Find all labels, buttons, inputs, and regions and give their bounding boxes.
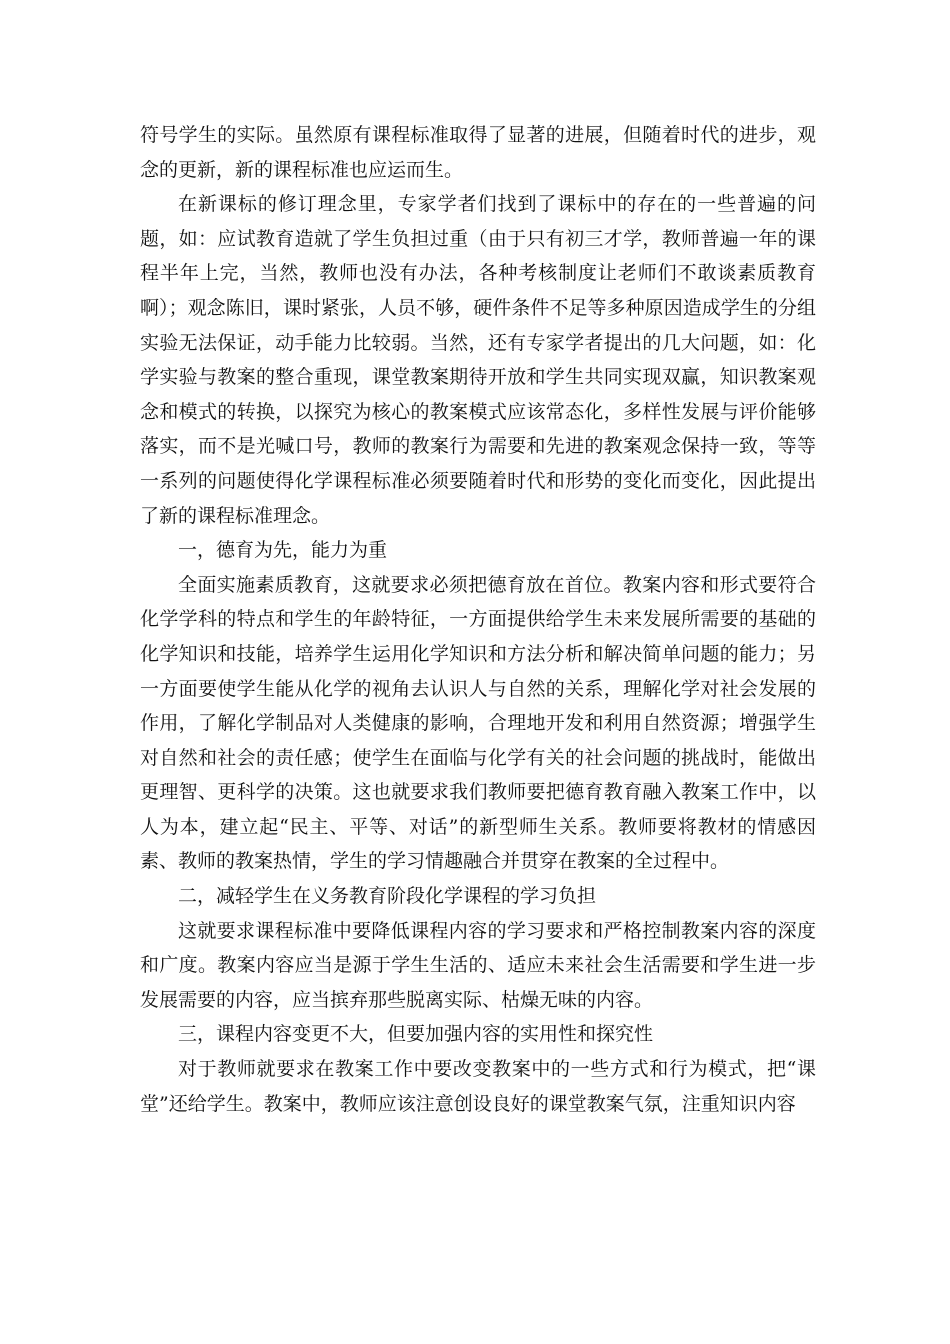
paragraph-1: 符号学生的实际。虽然原有课程标准取得了显著的进展，但随着时代的进步，观念的更新，新的课程标准也应运而生。 bbox=[140, 124, 816, 181]
paragraph-4: 这就要求课程标准中要降低课程内容的学习要求和严格控制教案内容的深度和广度。教案内容应当是源于学生生活的、适应未来社会生活需要和学生进一步发展需要的内容，应当摈弃那些脱离实际、枯燥无味的内容。 bbox=[140, 919, 816, 1011]
section-heading-2: 二，减轻学生在义务教育阶段化学课程的学习负担 bbox=[178, 885, 597, 908]
section-heading-3: 三，课程内容变更不大，但要加强内容的实用性和探究性 bbox=[178, 1023, 654, 1046]
document-body bbox=[140, 118, 816, 1121]
paragraph-5: 对于教师就要求在教案工作中要改变教案中的一些方式和行为模式，把“课堂”还给学生。教案中，教师应该注意创设良好的课堂教案气氛，注重知识内容 bbox=[140, 1058, 816, 1115]
paragraph-2: 在新课标的修订理念里，专家学者们找到了课标中的存在的一些普遍的问题，如：应试教育造就了学生负担过重（由于只有初三才学，教师普遍一年的课程半年上完，当然，教师也没有办法，各种考核制度让老师们不敢谈素质教育啊）；观念陈旧，课时紧张，人员不够，硬件条件不足等多种原因造成学生的分组实验无法保证，动手能力比较弱。当然，还有专家学者提出的几大问题，如：化学实验与教案的整合重现，课堂教案期待开放和学生共同实现双赢，知识教案观念和模式的转换，以探究为核心的教案模式应该常态化，多样性发展与评价能够落实，而不是光喊口号，教师的教案行为需要和先进的教案观念保持一致，等等一系列的问题使得化学课程标准必须要随着时代和形势的变化而变化，因此提出了新的课程标准理念。 bbox=[140, 193, 816, 527]
paragraph-3: 全面实施素质教育，这就要求必须把德育放在首位。教案内容和形式要符合化学学科的特点和学生的年龄特征，一方面提供给学生未来发展所需要的基础的化学知识和技能，培养学生运用化学知识和方法分析和解决简单问题的能力；另一方面要使学生能从化学的视角去认识人与自然的关系，理解化学对社会发展的作用，了解化学制品对人类健康的影响，合理地开发和利用自然资源；增强学生对自然和社会的责任感；使学生在面临与化学有关的社会问题的挑战时，能做出更理智、更科学的决策。这也就要求我们教师要把德育教育融入教案工作中，以人为本，建立起“民主、平等、对话”的新型师生关系。教师要将教材的情感因素、教师的教案热情，学生的学习情趣融合并贯穿在教案的全过程中。 bbox=[140, 573, 816, 873]
section-heading-1: 一，德育为先，能力为重 bbox=[178, 539, 388, 562]
